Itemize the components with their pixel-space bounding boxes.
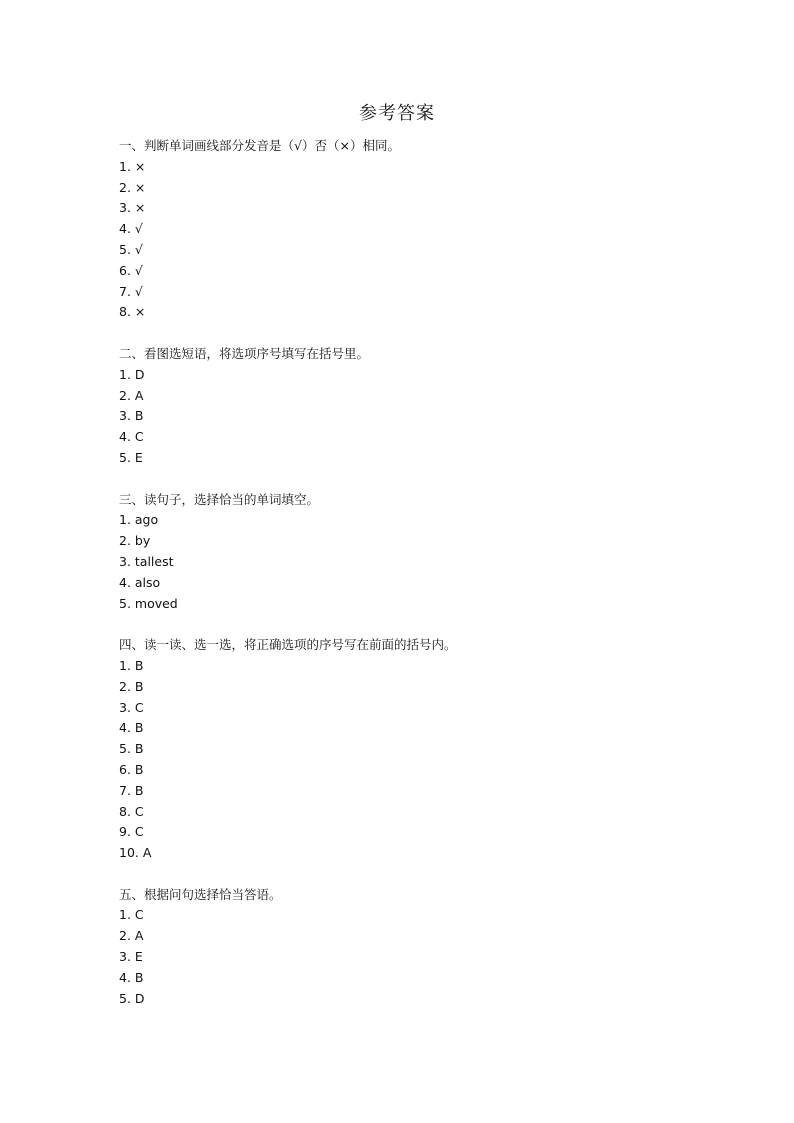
- answer-item: 4. B: [119, 969, 144, 985]
- answer-item: 2. A: [119, 387, 144, 403]
- answer-item: 5. D: [119, 990, 145, 1006]
- answer-item: 7. √: [119, 283, 143, 299]
- answer-item: 4. √: [119, 221, 143, 237]
- answer-item: 6. √: [119, 262, 143, 278]
- section-heading: 一、判断单词画线部分发音是（√）否（×）相同。: [119, 138, 400, 153]
- answer-item: 5. √: [119, 241, 143, 257]
- section-4: [119, 635, 679, 864]
- answer-item: 8. C: [119, 803, 144, 819]
- answer-item: 4. B: [119, 720, 144, 736]
- answer-item: 2. A: [119, 928, 144, 944]
- answer-item: 5. moved: [119, 595, 178, 611]
- answer-item: 3. tallest: [119, 553, 174, 569]
- answer-item: 2. by: [119, 533, 151, 549]
- section-heading: 二、看图选短语，将选项序号填写在括号里。: [119, 345, 370, 361]
- answer-item: 1. C: [119, 907, 144, 923]
- answer-content: [119, 136, 679, 1030]
- section-5: [119, 885, 679, 1010]
- section-heading: 四、读一读、选一选，将正确选项的序号写在前面的括号内。: [119, 637, 457, 653]
- answer-item: 3. ×: [119, 200, 146, 216]
- answer-item: 3. C: [119, 699, 144, 715]
- answer-item: 5. B: [119, 741, 144, 757]
- section-2: [119, 344, 679, 469]
- answer-item: 2. B: [119, 678, 144, 694]
- answer-item: 2. ×: [119, 179, 146, 195]
- answer-item: 10. A: [119, 845, 152, 861]
- answer-item: 5. E: [119, 449, 143, 465]
- answer-item: 8. ×: [119, 304, 146, 320]
- answer-item: 7. B: [119, 782, 144, 798]
- section-3: [119, 490, 679, 615]
- answer-item: 3. E: [119, 949, 143, 965]
- answer-item: 1. ago: [119, 512, 159, 528]
- section-1: [119, 136, 679, 323]
- answer-item: 1. B: [119, 657, 144, 673]
- answer-item: 4. C: [119, 429, 144, 445]
- section-heading: 五、根据问句选择恰当答语。: [119, 886, 282, 902]
- answer-item: 9. C: [119, 824, 144, 840]
- answer-item: 1. D: [119, 366, 145, 382]
- section-heading: 三、读句子，选择恰当的单词填空。: [119, 491, 320, 507]
- answer-item: 1. ×: [119, 158, 146, 174]
- page-title: 参考答案: [359, 103, 435, 124]
- answer-item: 6. B: [119, 761, 144, 777]
- answer-item: 4. also: [119, 574, 161, 590]
- answer-item: 3. B: [119, 408, 144, 424]
